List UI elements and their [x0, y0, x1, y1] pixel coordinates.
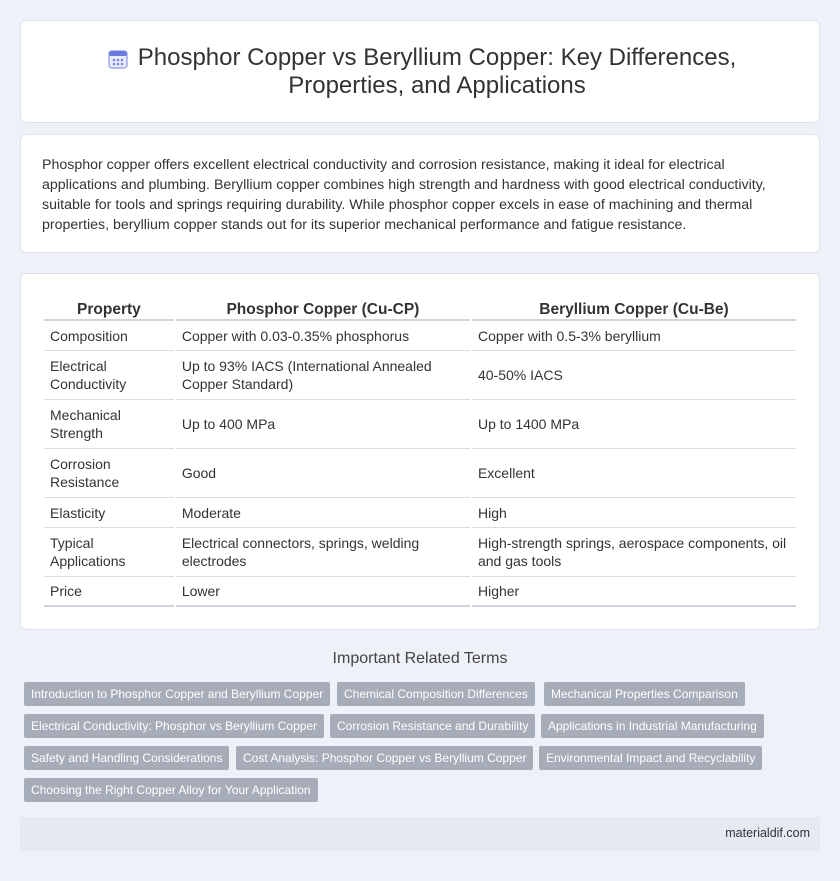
row-phosphor-value: Up to 93% IACS (International Annealed Copper Standard) [176, 351, 470, 400]
related-tag-choosing-alloy[interactable]: Choosing the Right Copper Alloy for Your Application [24, 778, 318, 802]
row-beryllium-value: Copper with 0.5-3% beryllium [472, 321, 796, 351]
row-beryllium-value: High [472, 498, 796, 528]
row-beryllium-value: Excellent [472, 449, 796, 498]
row-phosphor-value: Up to 400 MPa [176, 400, 470, 449]
header-phosphor-copper: Phosphor Copper (Cu-CP) [176, 297, 470, 321]
intro-card [20, 134, 820, 253]
row-beryllium-value: Up to 1400 MPa [472, 400, 796, 449]
related-tag-corrosion-resistance[interactable]: Corrosion Resistance and Durability [330, 714, 535, 738]
related-tag-cost-analysis[interactable]: Cost Analysis: Phosphor Copper vs Beryllium Copper [236, 746, 533, 770]
row-property: Corrosion Resistance [44, 449, 174, 498]
related-tag-industrial-applications[interactable]: Applications in Industrial Manufacturing [541, 714, 764, 738]
row-phosphor-value: Electrical connectors, springs, welding electrodes [176, 528, 470, 577]
comparison-table [42, 297, 798, 607]
header-card [20, 20, 820, 123]
related-tag-environmental-impact[interactable]: Environmental Impact and Recyclability [539, 746, 762, 770]
related-tag-mechanical-properties[interactable]: Mechanical Properties Comparison [544, 682, 745, 706]
table-row [44, 449, 796, 498]
related-terms-title: Important Related Terms [332, 650, 508, 667]
header-beryllium-copper: Beryllium Copper (Cu-Be) [472, 297, 796, 321]
page-title: Phosphor Copper vs Beryllium Copper: Key Differences, Properties, and Applications [137, 43, 737, 99]
row-phosphor-value: Moderate [176, 498, 470, 528]
table-row [44, 498, 796, 528]
related-tag-electrical-conductivity[interactable]: Electrical Conductivity: Phosphor vs Beryllium Copper [24, 714, 324, 738]
row-beryllium-value: 40-50% IACS [472, 351, 796, 400]
row-property: Composition [44, 321, 174, 351]
header-property: Property [44, 297, 174, 321]
table-row [44, 528, 796, 577]
table-header-row [44, 297, 796, 321]
calendar-icon [107, 48, 129, 70]
table-row [44, 400, 796, 449]
row-property: Mechanical Strength [44, 400, 174, 449]
row-property: Elasticity [44, 498, 174, 528]
related-tag-introduction[interactable]: Introduction to Phosphor Copper and Beryllium Copper [24, 682, 330, 706]
related-tag-safety-handling[interactable]: Safety and Handling Considerations [24, 746, 229, 770]
row-property: Price [44, 577, 174, 607]
table-row [44, 577, 796, 607]
row-beryllium-value: High-strength springs, aerospace components, oil and gas tools [472, 528, 796, 577]
comparison-table-card [20, 273, 820, 630]
table-row [44, 321, 796, 351]
table-row [44, 351, 796, 400]
related-tag-chemical-composition[interactable]: Chemical Composition Differences [337, 682, 535, 706]
row-phosphor-value: Good [176, 449, 470, 498]
intro-paragraph: Phosphor copper offers excellent electrical conductivity and corrosion resistance, making it ideal for electrical applications and plumbing. Beryllium copper combines high strength and hardness with good electrical conductivity, suitable for tools and springs requiring durability. While phosphor copper excels in ease of machining and thermal properties, beryllium copper stands out for its superior mechanical performance and fatigue resistance. [42, 157, 766, 233]
footer-bar [20, 817, 820, 851]
row-phosphor-value: Lower [176, 577, 470, 607]
footer-site-name[interactable]: materialdif.com [725, 826, 810, 840]
row-beryllium-value: Higher [472, 577, 796, 607]
row-property: Typical Applications [44, 528, 174, 577]
row-property: Electrical Conductivity [44, 351, 174, 400]
row-phosphor-value: Copper with 0.03-0.35% phosphorus [176, 321, 470, 351]
